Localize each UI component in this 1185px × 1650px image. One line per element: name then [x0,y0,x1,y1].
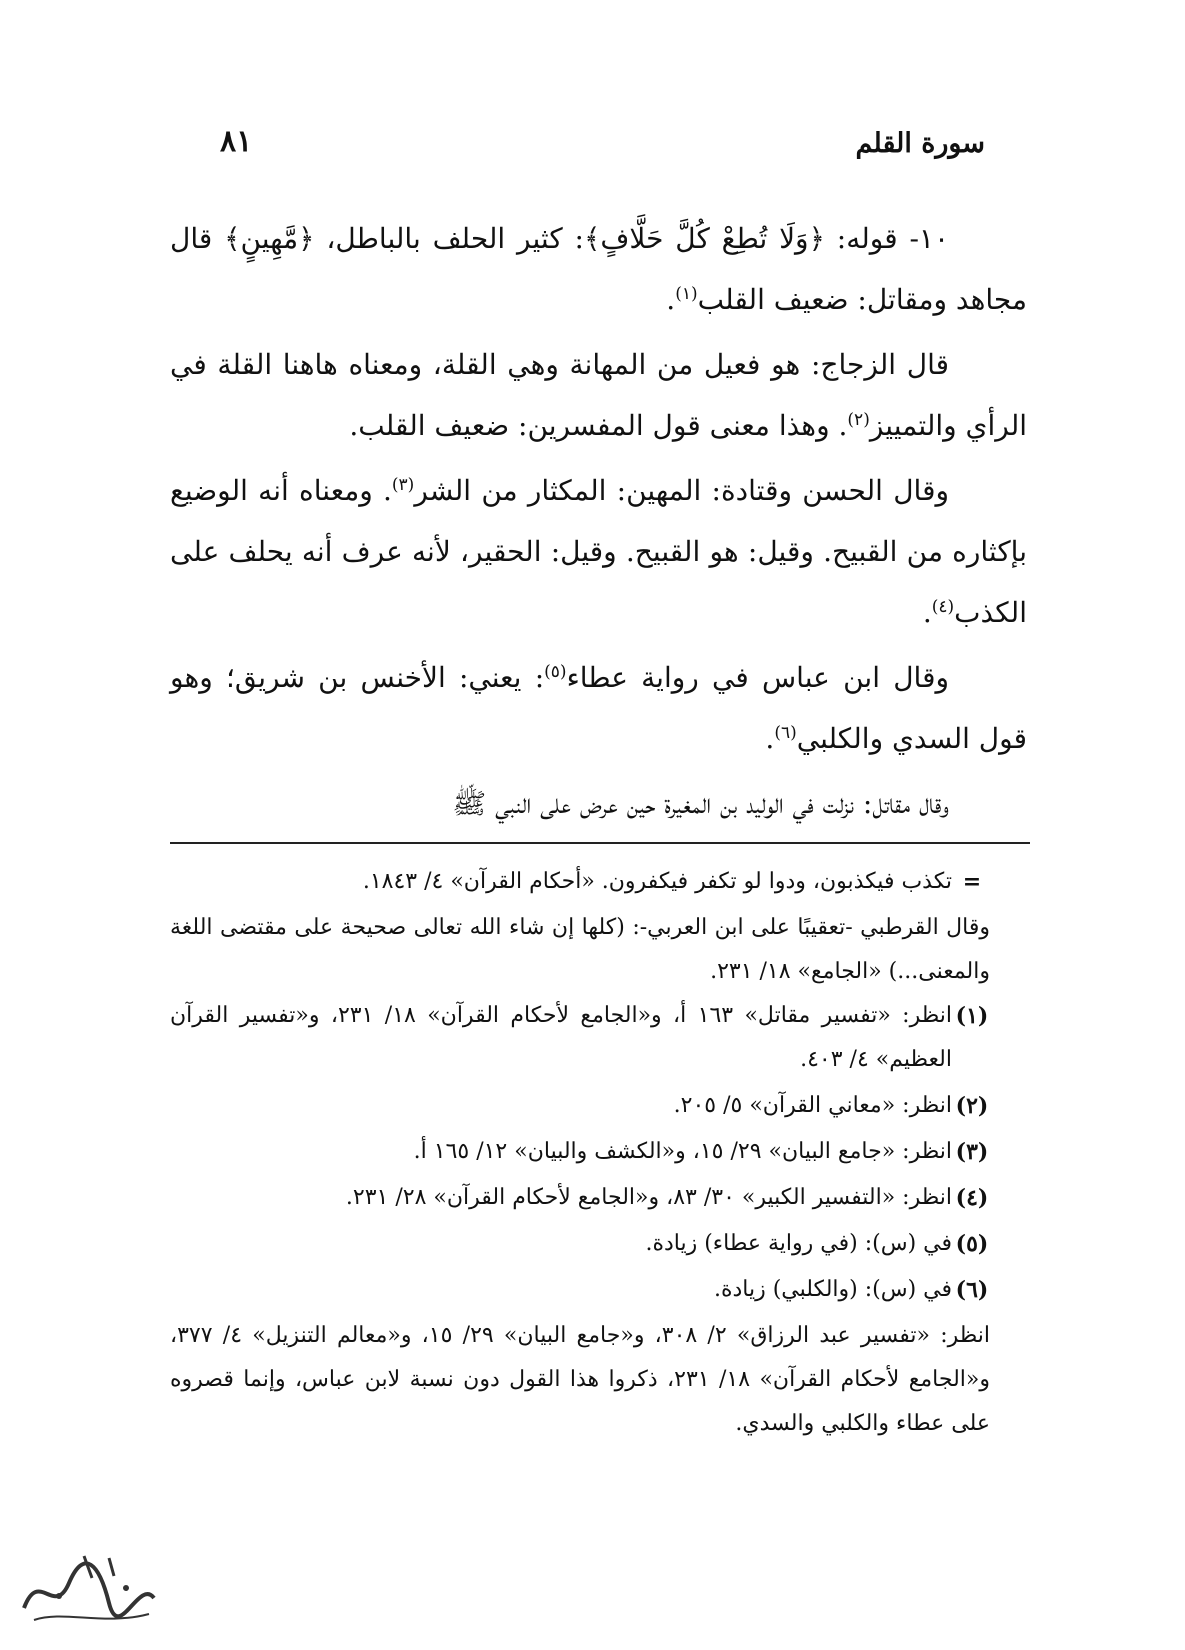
footnote-continuation-text: وقال القرطبي -تعقيبًا على ابن العربي-: (كلها إن شاء الله تعالى صحيحة على مقتضى اللغة والمعنى...) «الجامع» ١٨/ ٢٣١. [170,915,990,984]
footnote-separator [170,842,1030,844]
text-run: . [666,283,676,316]
text-run: وقال الحسن وقتادة: المهين: المكثار من الشر [414,474,949,507]
page-number: ٨١ [220,124,253,159]
surah-title: سورة القلم [855,128,985,159]
footnote-1 [170,994,990,1082]
footnote-text: تكذب فيكذبون، ودوا لو تكفر فيكفرون. «أحكام القرآن» ٤/ ١٨٤٣. [362,869,952,894]
text-run: ١٠- قوله: ﴿وَلَا تُطِعْ كُلَّ حَلَّافٍ﴾: كثير الحلف بالباطل، ﴿مَّهِينٍ﴾ قال مجاهد ومقاتل: ضعيف القلب [170,222,1027,316]
text-run: . [765,722,775,755]
footnote-number: (٥) [955,1231,989,1257]
publisher-logo-icon [14,1548,164,1633]
footnote-text: في (س): (والكلبي) زيادة. [713,1277,952,1302]
footnotes [170,860,990,1446]
footnote-6-extra: انظر: «تفسير عبد الرزاق» ٢/ ٣٠٨، و«جامع البيان» ٢٩/ ١٥، و«معالم التنزيل» ٤/ ٣٧٧، و«الجامع لأحكام القرآن» ١٨/ ٢٣١، ذكروا هذا القول دون نسبة لابن عباس، وإنما قصروه على عطاء والكلبي والسدي. [170,1323,991,1436]
page-header [220,124,985,168]
footnote-4 [170,1176,990,1220]
footnote-text: انظر: «تفسير مقاتل» ١٦٣ أ، و«الجامع لأحكام القرآن» ١٨/ ٢٣١، و«تفسير القرآن العظيم» ٤/ ٤٠٣. [170,1003,952,1072]
footnote-text: في (س): (في رواية عطاء) زيادة. [645,1231,952,1256]
paragraph [170,647,1027,769]
footnote-ref[interactable]: (٦) [774,723,797,743]
footnote-text: انظر: «معاني القرآن» ٥/ ٢٠٥. [673,1093,952,1118]
footnote-number: (٦) [955,1277,989,1303]
main-text [170,208,1027,838]
footnote-2 [170,1084,990,1128]
footnote-ref[interactable]: (٢) [847,410,870,430]
text-run: قال الزجاج: هو فعيل من المهانة وهي القلة، ومعناه هاهنا القلة في الرأي والتمييز [170,348,1027,442]
footnote-ref[interactable]: (٥) [544,662,567,682]
footnote-text: انظر: «التفسير الكبير» ٣٠/ ٨٣، و«الجامع لأحكام القرآن» ٢٨/ ٢٣١. [345,1185,952,1210]
footnote-number: (٤) [955,1185,989,1211]
paragraph [170,773,1027,834]
footnote-5 [170,1222,990,1266]
continuation-mark: = [962,869,982,895]
footnote-ref[interactable]: (٣) [391,475,415,495]
footnote-3 [170,1130,990,1174]
text-run: . ومعناه أنه الوضيع بإكثاره من القبيح. وقيل: هو القبيح. وقيل: الحقير، لأنه عرف أنه يحلف على الكذب [170,474,1027,629]
footnote-ref[interactable]: (٤) [931,597,955,617]
footnote-6 [170,1268,990,1312]
text-run: : يعني: الأخنس بن شريق؛ وهو قول السدي والكلبي [170,661,1027,755]
footnote-number: (٢) [955,1093,989,1119]
text-run: وقال ابن عباس في رواية عطاء [566,661,949,694]
paragraph [170,334,1027,456]
footnote-continuation [170,860,990,904]
paragraph [170,460,1027,643]
footnote-text: انظر: «جامع البيان» ٢٩/ ١٥، و«الكشف والبيان» ١٢/ ١٦٥ أ. [413,1139,952,1164]
footnote-ref[interactable]: (١) [675,284,698,304]
paragraph [170,208,1027,330]
footnote-number: (٣) [955,1139,989,1165]
text-run: . [922,596,932,629]
text-run: . وهذا معنى قول المفسرين: ضعيف القلب. [349,409,848,442]
text-run: وقال مقاتل: نزلت في الوليد بن المغيرة حين عرض على النبي ﷺ [452,787,949,820]
footnote-number: (١) [955,1003,989,1029]
